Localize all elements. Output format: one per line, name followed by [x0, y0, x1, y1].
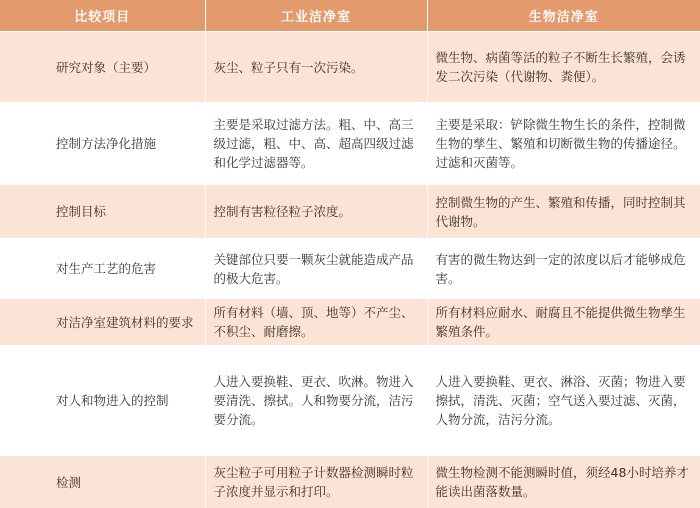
row-industrial: 主要是采取过滤方法。粗、中、高三级过滤，粗、中、高、超高四级过滤和化学过滤器等。	[205, 103, 427, 185]
table-row	[0, 456, 700, 508]
row-biological: 所有材料应耐水、耐腐且不能提供微生物孳生繁殖条件。	[427, 299, 700, 346]
row-item: 控制方法净化措施	[0, 103, 205, 185]
row-industrial: 关键部位只要一颗灰尘就能造成产品的极大危害。	[205, 239, 427, 299]
row-item: 对洁净室建筑材料的要求	[0, 299, 205, 346]
row-industrial: 所有材料（墙、顶、地等）不产尘、不积尘、耐磨擦。	[205, 299, 427, 346]
row-industrial: 灰尘、粒子只有一次污染。	[205, 32, 427, 103]
row-biological: 微生物检测不能测瞬时值，须经48小时培养才能读出菌落数量。	[427, 456, 700, 508]
header-item: 比较项目	[0, 0, 205, 32]
row-item: 研究对象（主要）	[0, 32, 205, 103]
row-biological: 主要是采取：铲除微生物生长的条件，控制微生物的孳生、繁殖和切断微生物的传播途径。过滤和灭菌等。	[427, 103, 700, 185]
row-biological: 微生物、病菌等活的粒子不断生长繁殖，会诱发二次污染（代谢物、粪便）。	[427, 32, 700, 103]
header-industrial: 工业洁净室	[205, 0, 427, 32]
row-item: 控制目标	[0, 185, 205, 239]
table-row	[0, 32, 700, 103]
row-item: 对人和物进入的控制	[0, 346, 205, 456]
row-biological: 控制微生物的产生、繁殖和传播，同时控制其代谢物。	[427, 185, 700, 239]
table-body	[0, 32, 700, 508]
table-row	[0, 185, 700, 239]
row-industrial: 控制有害粒径粒子浓度。	[205, 185, 427, 239]
table-row	[0, 299, 700, 346]
table-header	[0, 0, 700, 32]
row-biological: 人进入要换鞋、更衣、淋浴、灭菌；物进入要擦拭，清洗、灭菌；空气送入要过滤、灭菌，人物分流，洁污分流。	[427, 346, 700, 456]
row-industrial: 人进入要换鞋、更衣、吹淋。物进入要清洗、擦拭。人和物要分流，洁污要分流。	[205, 346, 427, 456]
table-row	[0, 346, 700, 456]
table-row	[0, 239, 700, 299]
table-row	[0, 103, 700, 185]
row-item: 检测	[0, 456, 205, 508]
header-biological: 生物洁净室	[427, 0, 700, 32]
row-item: 对生产工艺的危害	[0, 239, 205, 299]
row-biological: 有害的微生物达到一定的浓度以后才能够成危害。	[427, 239, 700, 299]
header-row	[0, 0, 700, 32]
row-industrial: 灰尘粒子可用粒子计数器检测瞬时粒子浓度并显示和打印。	[205, 456, 427, 508]
